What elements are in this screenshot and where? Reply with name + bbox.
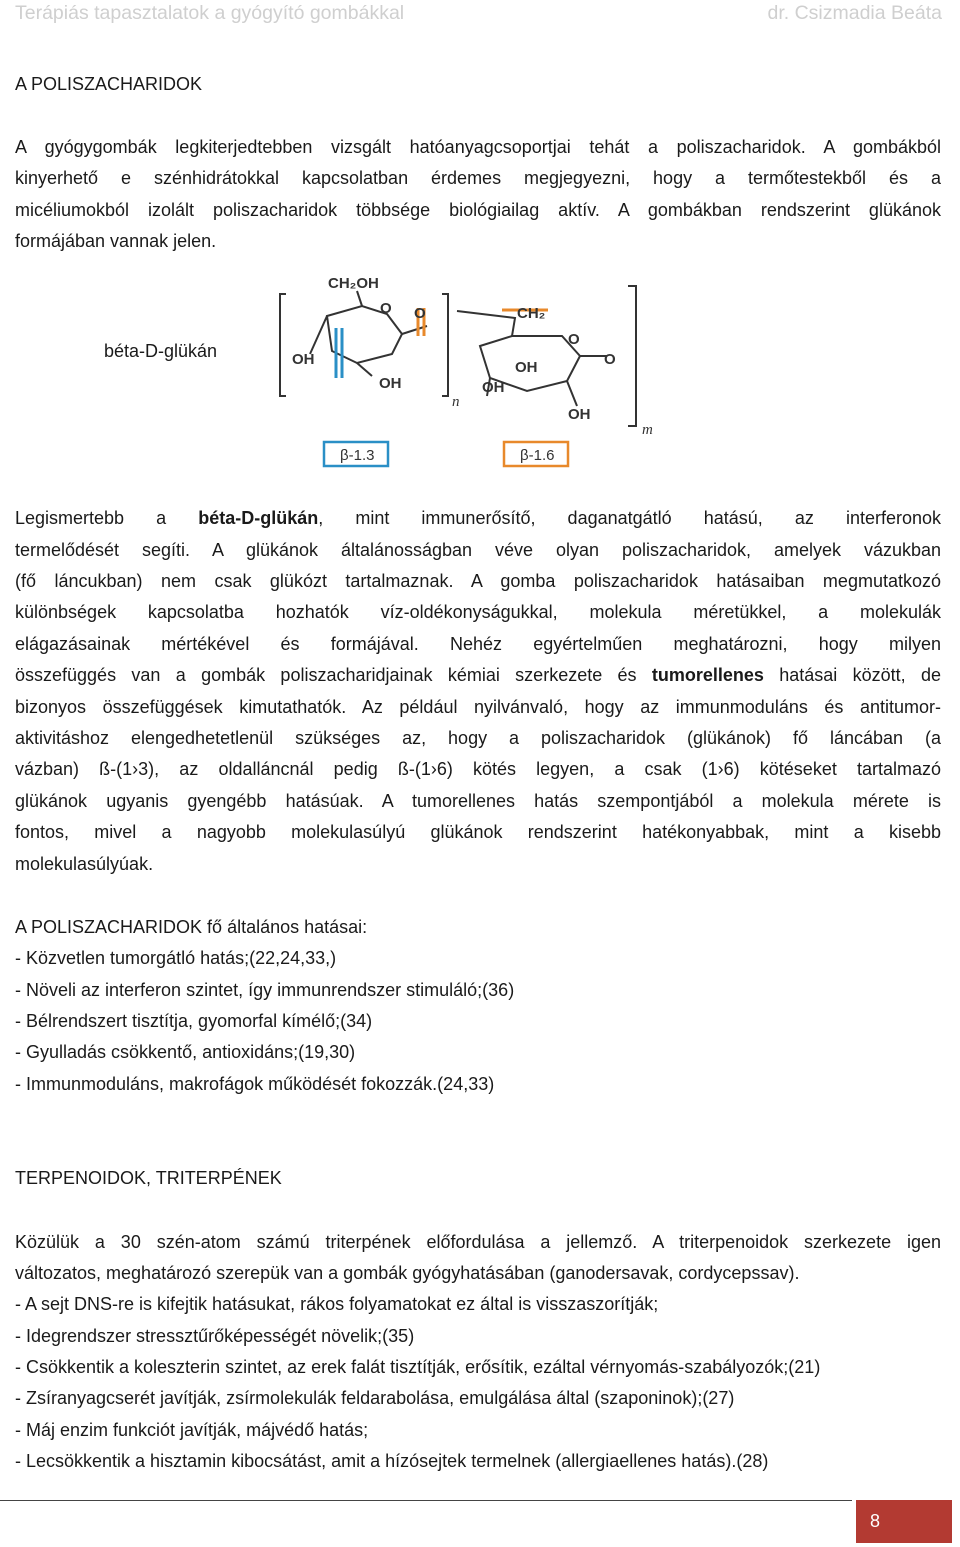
terpen-line-2: változatos, meghatározó szerepük van a gombák gyógyhatásában (ganodersavak, cordycepssav).	[15, 1263, 800, 1283]
effects-title: A POLISZACHARIDOK fő általános hatásai:	[15, 917, 368, 937]
figure-caption: béta-D-glükán	[104, 341, 218, 361]
ring-oxygen-label: O	[380, 300, 392, 317]
para2-line-6: összefüggés van a gombák poliszacharidjainak kémiai szerkezete és tumorellenes hatásai között, de	[15, 665, 942, 685]
link-oxygen-label: O	[414, 305, 426, 322]
repeat-m-label: m	[642, 422, 653, 438]
terpen-item: - A sejt DNS-re is kifejtik hatásukat, rákos folyamatokat ez által is visszaszorítják;	[15, 1294, 659, 1314]
terpen-item: - Zsíranyagcserét javítják, zsírmolekulák feldarabolása, emulgálása által (szaponinok);(27)	[15, 1388, 735, 1408]
ch2oh-label: CH₂OH	[328, 275, 379, 292]
intro-line-3: micéliumokból izolált poliszacharidok többsége biológiailag aktív. A gombákban rendszerint glükánok	[15, 200, 941, 220]
para2-line-7: bizonyos összefüggések kimutathatók. Az például nyilvánvaló, hogy az immunmoduláns és antitumor-	[15, 697, 941, 717]
oh-label: OH	[568, 406, 591, 423]
para2-line-5: elágazásainak mértékével és formájával. Nehéz egyértelműen meghatározni, hogy milyen	[15, 634, 941, 654]
para2-line-4: különbségek kapcsolatba hozhatók víz-oldékonyságukkal, molekula méretükkel, a molekulák	[15, 602, 941, 622]
bold-beta-d-glukan: béta-D-glükán	[198, 508, 319, 528]
para2-line-8: aktivitáshoz elengedhetetlenül szükséges az, hogy a poliszacharidok (glükánok) fő láncában (a	[15, 728, 941, 748]
oh-label: OH	[379, 375, 402, 392]
beta-d-glucan-structure-diagram	[262, 266, 682, 471]
section-title-terpenoidok: TERPENOIDOK, TRITERPÉNEK	[15, 1168, 282, 1188]
beta-1-3-label: β-1.3	[340, 447, 375, 464]
effects-item: - Gyulladás csökkentő, antioxidáns;(19,30)	[15, 1042, 356, 1062]
section-title-poliszacharidok: A POLISZACHARIDOK	[15, 74, 203, 94]
terpen-item: - Lecsökkentik a hisztamin kibocsátást, amit a hízósejtek termelnek (allergiaellenes hatás).(28)	[15, 1451, 769, 1471]
effects-item: - Közvetlen tumorgátló hatás;(22,24,33,)	[15, 948, 337, 968]
para2-line-1: Legismertebb a béta-D-glükán, mint immunerősítő, daganatgátló hatású, az interferonok	[15, 508, 942, 528]
para2-line-12: molekulasúlyúak.	[15, 854, 154, 874]
beta-1-6-label: β-1.6	[520, 447, 555, 464]
ch2-label: CH₂	[517, 305, 546, 322]
bold-tumorellenes: tumorellenes	[651, 665, 764, 685]
terpen-item: - Csökkentik a koleszterin szintet, az erek falát tisztítják, erősítik, ezáltal vérnyomás-szabályozók;(21)	[15, 1357, 821, 1377]
intro-line-1: A gyógygombák legkiterjedtebben vizsgált hatóanyagcsoportjai tehát a poliszacharidok. A gombákból	[15, 137, 941, 157]
header-title: Terápiás tapasztalatok a gyógyító gombákkal	[15, 2, 405, 24]
page-header	[15, 0, 942, 28]
page-number: 8	[856, 1500, 952, 1543]
header-author: dr. Csizmadia Beáta	[767, 2, 942, 24]
para2-line-11: fontos, mivel a nagyobb molekulasúlyú glükánok rendszerint hatékonyabbak, mint a kisebb	[15, 822, 941, 842]
para2-line-9: vázban) ß-(1›3), az oldalláncnál pedig ß-(1›6) kötés legyen, a csak (1›6) kötéseket tartalmazó	[15, 759, 941, 779]
oh-label: OH	[292, 351, 315, 368]
terpen-item: - Idegrendszer stressztűrőképességét növelik;(35)	[15, 1326, 415, 1346]
para2-line-2: termelődését segíti. A glükánok általánosságban véve olyan poliszacharidok, amelyek vázukban	[15, 540, 941, 560]
terpen-item: - Máj enzim funkciót javítják, májvédő hatás;	[15, 1420, 369, 1440]
footer-divider	[0, 1500, 852, 1501]
para2-line-3: (fő láncukban) nem csak glükózt tartalmaznak. A gomba poliszacharidok hatásaiban megmutatkozó	[15, 571, 941, 591]
beta-1-3-bond	[336, 328, 342, 378]
intro-line-4: formájában vannak jelen.	[15, 231, 217, 251]
repeat-n-label: n	[452, 394, 460, 410]
link-oxygen-label: O	[604, 351, 616, 368]
oh-label: OH	[515, 359, 538, 376]
terpen-line-1: Közülük a 30 szén-atom számú triterpének előfordulása a jellemző. A triterpenoidok szerkezete igen	[15, 1232, 941, 1252]
ring-oxygen-label: O	[568, 331, 580, 348]
effects-item: - Bélrendszert tisztítja, gyomorfal kímélő;(34)	[15, 1011, 373, 1031]
para2-line-10: glükánok ugyanis gyengébb hatásúak. A tumorellenes hatás szempontjából a molekula mérete is	[15, 791, 941, 811]
effects-item: - Növeli az interferon szintet, így immunrendszer stimuláló;(36)	[15, 980, 515, 1000]
oh-label: OH	[482, 379, 505, 396]
intro-line-2: kinyerhető e szénhidrátokkal kapcsolatban érdemes megjegyezni, hogy a termőtestekből és a	[15, 168, 941, 188]
effects-item: - Immunmoduláns, makrofágok működését fokozzák.(24,33)	[15, 1074, 495, 1094]
